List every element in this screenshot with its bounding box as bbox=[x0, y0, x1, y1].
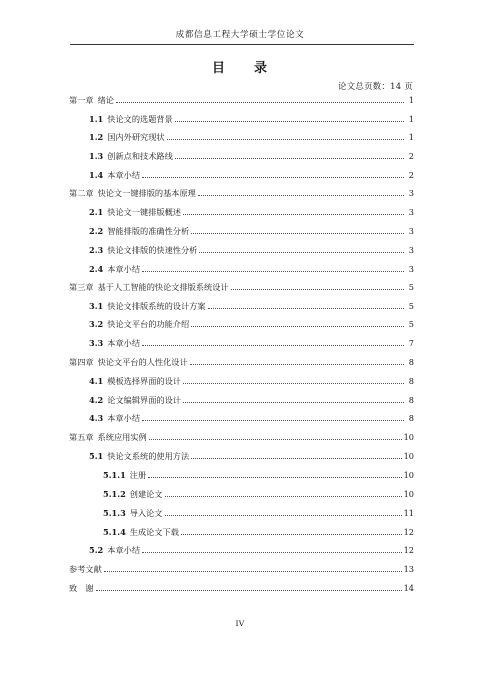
dot-leader bbox=[165, 515, 402, 516]
toc-entry-number: 5.1.2 bbox=[103, 489, 126, 499]
dot-leader bbox=[191, 233, 404, 234]
toc-entry-title: 快论文的选题背景 bbox=[107, 114, 173, 124]
dot-leader bbox=[175, 158, 404, 159]
toc-entry-title: 本章小结 bbox=[107, 264, 141, 274]
toc-entry[interactable] bbox=[69, 431, 414, 443]
toc-entry-number: 2.2 bbox=[89, 226, 104, 236]
toc-entry[interactable] bbox=[89, 206, 414, 218]
toc-entry-title: 快论文排版的快速性分析 bbox=[107, 245, 198, 255]
toc-entry[interactable] bbox=[69, 582, 414, 594]
toc-entry-title: 模板选择界面的设计 bbox=[107, 376, 181, 386]
toc-entry-page: 1 bbox=[408, 114, 414, 124]
toc-entry-number: 5.1 bbox=[89, 451, 104, 461]
toc-entry[interactable] bbox=[89, 450, 414, 462]
toc-entry-page: 5 bbox=[408, 319, 414, 329]
dot-leader bbox=[142, 552, 402, 553]
toc-entry[interactable] bbox=[103, 488, 414, 500]
toc-entry-number: 第五章 bbox=[69, 432, 94, 442]
toc-entry-page: 3 bbox=[408, 245, 414, 255]
toc-entry[interactable] bbox=[69, 356, 414, 368]
toc-entry[interactable] bbox=[89, 544, 414, 556]
dot-leader bbox=[199, 252, 404, 253]
toc-entry-title: 快论文平台的人性化设计 bbox=[97, 357, 188, 367]
toc-entry-page: 2 bbox=[408, 170, 414, 180]
dot-leader bbox=[181, 534, 402, 535]
toc-entry-number: 2.3 bbox=[89, 245, 104, 255]
running-header: 成都信息工程大学硕士学位论文 bbox=[175, 30, 305, 40]
toc-entry-number: 第四章 bbox=[69, 357, 94, 367]
dot-leader bbox=[231, 289, 404, 290]
toc-entry[interactable] bbox=[89, 150, 414, 162]
dot-leader bbox=[183, 214, 404, 215]
toc-entry-title: 注册 bbox=[129, 470, 147, 480]
toc-entry-number: 第三章 bbox=[69, 282, 94, 292]
toc-entry[interactable] bbox=[69, 187, 414, 199]
toc-entry[interactable] bbox=[89, 300, 414, 312]
toc-entry-title: 快论文系统的使用方法 bbox=[107, 451, 190, 461]
toc-entry-title: 导入论文 bbox=[129, 508, 163, 518]
toc-entry-number: 2.4 bbox=[89, 264, 104, 274]
toc-entry[interactable] bbox=[89, 318, 414, 330]
toc-entry-title: 快论文一键排版概述 bbox=[107, 207, 181, 217]
toc-entry-title: 系统应用实例 bbox=[97, 432, 147, 442]
toc-entry-number: 4.3 bbox=[89, 413, 104, 423]
toc-entry-title: 生成论文下载 bbox=[129, 527, 179, 537]
toc-entry-number: 3.1 bbox=[89, 301, 104, 311]
toc-entry-number: 1.2 bbox=[89, 132, 104, 142]
toc-entry-title: 致 谢 bbox=[69, 583, 94, 593]
toc-entry-title: 绪论 bbox=[97, 95, 114, 105]
page-number: IV bbox=[235, 619, 245, 628]
dot-leader bbox=[183, 402, 404, 403]
toc-entry[interactable] bbox=[89, 131, 414, 143]
dot-leader bbox=[175, 121, 404, 122]
toc-entry-number: 3.3 bbox=[89, 338, 104, 348]
toc-entry-title: 快论文排版系统的设计方案 bbox=[107, 301, 206, 311]
toc-entry-number: 5.1.4 bbox=[103, 527, 126, 537]
dot-leader bbox=[149, 439, 402, 440]
dot-leader bbox=[116, 102, 404, 103]
toc-entry[interactable] bbox=[89, 113, 414, 125]
toc-entry-title: 本章小结 bbox=[107, 545, 141, 555]
toc-entry-number: 第二章 bbox=[69, 188, 94, 198]
toc-entry-number: 第一章 bbox=[69, 95, 94, 105]
toc-entry[interactable] bbox=[89, 263, 414, 275]
toc-entry-title: 智能排版的准确性分析 bbox=[107, 226, 190, 236]
toc-entry-number: 1.3 bbox=[89, 151, 104, 161]
toc-entry[interactable] bbox=[89, 225, 414, 237]
toc-entry-page: 10 bbox=[403, 432, 414, 442]
toc-entry[interactable] bbox=[89, 394, 414, 406]
toc-entry-page: 14 bbox=[403, 583, 414, 593]
dot-leader bbox=[167, 139, 404, 140]
dot-leader bbox=[142, 271, 404, 272]
toc-entry[interactable] bbox=[69, 563, 414, 575]
dot-leader bbox=[165, 496, 402, 497]
toc-entry-page: 10 bbox=[403, 489, 414, 499]
toc-entry-number: 4.1 bbox=[89, 376, 104, 386]
toc-entry-page: 8 bbox=[408, 395, 414, 405]
toc-entry-page: 3 bbox=[408, 226, 414, 236]
toc-heading-char-1: 目 bbox=[211, 61, 226, 76]
dot-leader bbox=[191, 458, 401, 459]
dot-leader bbox=[190, 364, 404, 365]
toc-entry-page: 2 bbox=[408, 151, 414, 161]
toc-entry-title: 基于人工智能的快论文排版系统设计 bbox=[97, 282, 229, 292]
toc-entry[interactable] bbox=[89, 244, 414, 256]
toc-entry[interactable] bbox=[103, 526, 414, 538]
toc-entry[interactable] bbox=[69, 94, 414, 106]
toc-entry[interactable] bbox=[103, 469, 414, 481]
toc-entry-page: 12 bbox=[403, 527, 414, 537]
toc-entry-title: 论文编辑界面的设计 bbox=[107, 395, 181, 405]
dot-leader bbox=[96, 590, 402, 591]
total-page-count: 论文总页数：14 页 bbox=[338, 81, 413, 91]
dot-leader bbox=[104, 571, 402, 572]
toc-entry[interactable] bbox=[69, 281, 414, 293]
toc-entry[interactable] bbox=[89, 412, 414, 424]
toc-entry-page: 13 bbox=[403, 564, 414, 574]
dot-leader bbox=[142, 345, 404, 346]
toc-entry[interactable] bbox=[89, 375, 414, 387]
toc-entry[interactable] bbox=[89, 337, 414, 349]
dot-leader bbox=[142, 177, 404, 178]
dot-leader bbox=[183, 383, 404, 384]
toc-entry-page: 5 bbox=[408, 282, 414, 292]
toc-entry-page: 8 bbox=[408, 357, 414, 367]
toc-entry-page: 1 bbox=[408, 95, 414, 105]
toc-entry-number: 3.2 bbox=[89, 319, 104, 329]
toc-entry-title: 快论文一键排版的基本原理 bbox=[97, 188, 196, 198]
dot-leader bbox=[191, 326, 404, 327]
toc-entry-number: 1.4 bbox=[89, 170, 104, 180]
toc-entry-title: 本章小结 bbox=[107, 338, 141, 348]
toc-entry-page: 12 bbox=[403, 545, 414, 555]
dot-leader bbox=[148, 477, 401, 478]
toc-entry[interactable] bbox=[103, 507, 414, 519]
toc-entry-title: 本章小结 bbox=[107, 170, 141, 180]
toc-entry-number: 5.1.1 bbox=[103, 470, 126, 480]
toc-entry-title: 快论文平台的功能介绍 bbox=[107, 319, 190, 329]
toc-entry-page: 10 bbox=[403, 470, 414, 480]
toc-entry[interactable] bbox=[89, 169, 414, 181]
toc-entry-number: 4.2 bbox=[89, 395, 104, 405]
toc-entry-number: 5.1.3 bbox=[103, 508, 126, 518]
dot-leader bbox=[198, 195, 404, 196]
toc-entry-page: 5 bbox=[408, 301, 414, 311]
toc-entry-page: 3 bbox=[408, 207, 414, 217]
toc-entry-number: 1.1 bbox=[89, 114, 104, 124]
toc-entry-page: 11 bbox=[403, 508, 414, 518]
toc-entry-page: 8 bbox=[408, 413, 414, 423]
toc-entry-number: 2.1 bbox=[89, 207, 104, 217]
toc-entry-page: 7 bbox=[408, 338, 414, 348]
toc-entry-page: 10 bbox=[403, 451, 414, 461]
toc-entry-title: 创新点和技术路线 bbox=[107, 151, 173, 161]
toc-entry-page: 3 bbox=[408, 264, 414, 274]
dot-leader bbox=[142, 420, 404, 421]
toc-entry-page: 1 bbox=[408, 132, 414, 142]
toc-entry-title: 创建论文 bbox=[129, 489, 163, 499]
toc-entry-title: 参考文献 bbox=[69, 564, 102, 574]
toc-entry-page: 8 bbox=[408, 376, 414, 386]
toc-heading-char-2: 录 bbox=[254, 61, 269, 76]
toc-entry-title: 本章小结 bbox=[107, 413, 141, 423]
toc-entry-title: 国内外研究现状 bbox=[107, 132, 165, 142]
toc-entry-page: 3 bbox=[408, 188, 414, 198]
dot-leader bbox=[208, 308, 404, 309]
toc-entry-number: 5.2 bbox=[89, 545, 104, 555]
